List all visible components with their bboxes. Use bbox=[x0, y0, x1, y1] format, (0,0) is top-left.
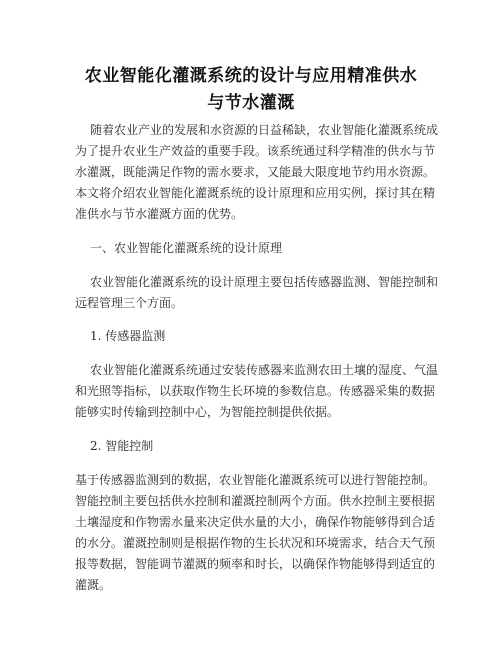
intro-line: 准供水与节水灌溉方面的优势。 bbox=[75, 207, 244, 221]
section-paragraph-line: 农业智能化灌溉系统的设计原理主要包括传感器监测、智能控制和 bbox=[90, 275, 439, 289]
subsection-heading: 2. 智能控制 bbox=[90, 439, 154, 453]
subsection-paragraph-line: 智能控制主要包括供水控制和灌溉控制两个方面。供水控制主要根据 bbox=[75, 494, 436, 508]
subsection-paragraph-line: 农业智能化灌溉系统通过安装传感器来监测农田土壤的湿度、气温 bbox=[90, 363, 439, 377]
intro-line: 为了提升农业生产效益的重要手段。该系统通过科学精准的供水与节 bbox=[75, 144, 436, 158]
subsection-paragraph-line: 灌溉。 bbox=[75, 578, 112, 592]
subsection-paragraph-line: 报等数据，智能调节灌溉的频率和时长，以确保作物能够得到适宜的 bbox=[75, 557, 436, 571]
subsection-paragraph-line: 的水分。灌溉控制则是根据作物的生长状况和环境需求，结合天气预 bbox=[75, 536, 436, 550]
subsection-paragraph-line: 和光照等指标，以获取作物生长环境的参数信息。传感器采集的数据 bbox=[75, 384, 436, 398]
intro-line: 水灌溉，既能满足作物的需水要求，又能最大限度地节约用水资源。 bbox=[75, 165, 436, 179]
section-paragraph-line: 远程管理三个方面。 bbox=[75, 296, 184, 310]
subsection-paragraph-line: 土壤湿度和作物需水量来决定供水量的大小，确保作物能够得到合适 bbox=[75, 515, 436, 529]
subsection-paragraph-line: 能够实时传输到控制中心，为智能控制提供依据。 bbox=[75, 405, 340, 419]
section-heading: 一、农业智能化灌溉系统的设计原理 bbox=[90, 241, 283, 255]
subsection-paragraph-line: 基于传感器监测到的数据，农业智能化灌溉系统可以进行智能控制。 bbox=[75, 473, 436, 487]
intro-line: 随着农业产业的发展和水资源的日益稀缺，农业智能化灌溉系统成 bbox=[90, 123, 439, 137]
document-title-line-2: 与节水灌溉 bbox=[207, 93, 295, 113]
subsection-heading: 1. 传感器监测 bbox=[90, 329, 166, 343]
intro-line: 本文将介绍农业智能化灌溉系统的设计原理和应用实例，探讨其在精 bbox=[75, 186, 436, 200]
document-title-line-1: 农业智能化灌溉系统的设计与应用精准供水 bbox=[84, 66, 418, 86]
